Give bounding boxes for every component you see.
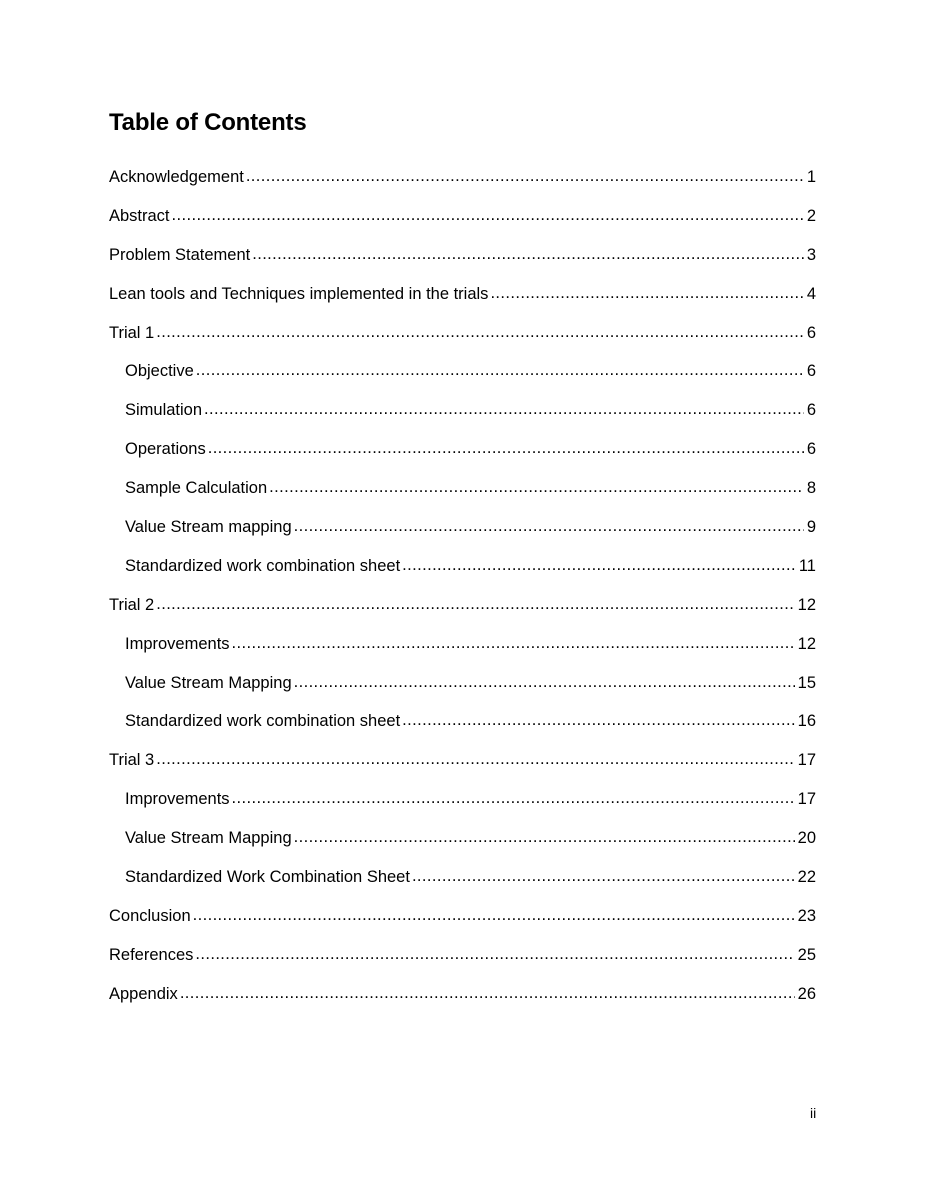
toc-dot-leader	[196, 357, 804, 383]
toc-dot-leader	[156, 319, 804, 345]
toc-entry[interactable]	[109, 942, 816, 981]
toc-entry-page: 17	[797, 790, 816, 809]
toc-subentry[interactable]	[109, 397, 816, 436]
toc-entry-label: Standardized work combination sheet	[125, 712, 401, 731]
toc-dot-leader	[208, 435, 804, 461]
toc-entry-label: Standardized work combination sheet	[125, 556, 401, 575]
toc-entry-label: Abstract	[109, 206, 170, 225]
toc-entry-page: 2	[806, 206, 816, 225]
toc-subentry[interactable]	[109, 358, 816, 397]
toc-entry-page: 11	[798, 556, 816, 575]
toc-entry-label: Conclusion	[109, 906, 191, 925]
toc-entry-label: Acknowledgement	[109, 168, 244, 186]
toc-entry-page: 16	[797, 712, 816, 731]
toc-dot-leader	[294, 513, 804, 539]
toc-subentry[interactable]	[109, 553, 816, 592]
toc-entry-label: Value Stream Mapping	[125, 829, 292, 848]
toc-dot-leader	[172, 202, 804, 228]
toc-subentry[interactable]	[109, 708, 816, 747]
toc-dot-leader	[412, 863, 795, 889]
toc-entry-page: 23	[797, 906, 816, 925]
toc-entry[interactable]	[109, 164, 816, 203]
toc-dot-leader	[156, 746, 794, 772]
toc-entry[interactable]	[109, 242, 816, 281]
toc-subentry[interactable]	[109, 864, 816, 903]
toc-dot-leader	[294, 824, 795, 850]
toc-entry[interactable]	[109, 320, 816, 359]
toc-entry-page: 9	[806, 518, 816, 537]
toc-dot-leader	[195, 941, 794, 967]
toc-entry-label: Appendix	[109, 984, 178, 1003]
toc-entry-label: Lean tools and Techniques implemented in the trials	[109, 284, 489, 303]
toc-subentry[interactable]	[109, 514, 816, 553]
toc-entry-page: 25	[797, 945, 816, 964]
toc-entry-page: 17	[797, 751, 816, 770]
toc-entry[interactable]	[109, 747, 816, 786]
toc-entry-page: 12	[797, 634, 816, 653]
toc-entry-label: Trial 3	[109, 751, 155, 770]
toc-entry-page: 3	[806, 245, 816, 264]
toc-entry-label: Trial 2	[109, 595, 155, 614]
toc-subentry[interactable]	[109, 475, 816, 514]
toc-subentry[interactable]	[109, 786, 816, 825]
page-number: ii	[810, 1105, 817, 1121]
toc-entry-label: Standardized Work Combination Sheet	[125, 868, 410, 887]
toc-entry-page: 6	[806, 401, 816, 420]
toc-dot-leader	[294, 669, 795, 695]
toc-entry-page: 6	[806, 323, 816, 342]
table-of-contents	[109, 164, 816, 1020]
toc-dot-leader	[269, 474, 804, 500]
toc-dot-leader	[252, 241, 804, 267]
toc-entry-label: Improvements	[125, 634, 230, 653]
toc-entry-label: Trial 1	[109, 323, 155, 342]
toc-subentry[interactable]	[109, 436, 816, 475]
toc-dot-leader	[402, 707, 794, 733]
toc-dot-leader	[180, 980, 795, 1006]
toc-entry-page: 20	[797, 829, 816, 848]
toc-dot-leader	[402, 552, 796, 578]
toc-entry[interactable]	[109, 592, 816, 631]
toc-dot-leader	[232, 630, 795, 656]
toc-entry[interactable]	[109, 903, 816, 942]
toc-subentry[interactable]	[109, 825, 816, 864]
toc-subentry[interactable]	[109, 670, 816, 709]
page-title: Table of Contents	[109, 109, 307, 136]
toc-dot-leader	[204, 396, 804, 422]
toc-dot-leader	[490, 280, 803, 306]
toc-entry[interactable]	[109, 203, 816, 242]
toc-entry-page: 22	[797, 868, 816, 887]
toc-entry[interactable]	[109, 281, 816, 320]
toc-entry-page: 12	[797, 595, 816, 614]
toc-entry-label: Operations	[125, 440, 206, 459]
toc-entry-page: 6	[806, 440, 816, 459]
toc-entry-label: References	[109, 945, 194, 964]
toc-entry-page: 4	[806, 284, 816, 303]
toc-entry-label: Problem Statement	[109, 245, 251, 264]
toc-entry[interactable]	[109, 981, 816, 1020]
toc-entry-page: 6	[806, 362, 816, 381]
toc-entry-page: 8	[806, 479, 816, 498]
toc-entry-label: Value Stream mapping	[125, 518, 292, 537]
toc-subentry[interactable]	[109, 631, 816, 670]
toc-dot-leader	[246, 163, 804, 189]
toc-entry-label: Simulation	[125, 401, 203, 420]
toc-dot-leader	[193, 902, 795, 928]
toc-entry-page: 1	[806, 168, 816, 186]
toc-entry-label: Sample Calculation	[125, 479, 268, 498]
toc-dot-leader	[232, 785, 795, 811]
toc-entry-page: 15	[797, 673, 816, 692]
toc-entry-label: Objective	[125, 362, 194, 381]
toc-entry-label: Value Stream Mapping	[125, 673, 292, 692]
toc-entry-page: 26	[797, 984, 816, 1003]
toc-entry-label: Improvements	[125, 790, 230, 809]
toc-dot-leader	[156, 591, 794, 617]
